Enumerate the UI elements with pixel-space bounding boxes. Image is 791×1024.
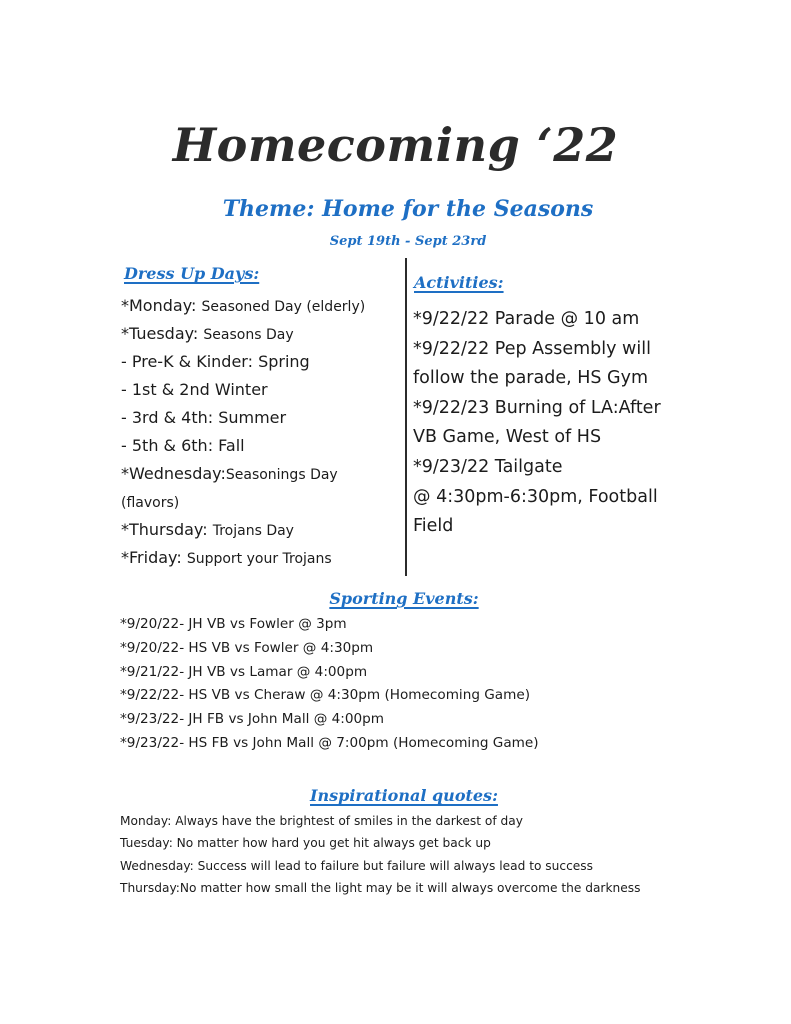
dress-up-day: *Thursday: [121, 520, 213, 539]
activities-list [413, 305, 661, 542]
column-divider [405, 258, 407, 576]
activity-line: Field [413, 516, 454, 537]
dress-up-item-thursday [121, 516, 365, 544]
dress-up-item-1st-2nd [121, 376, 365, 404]
quote-item: Monday: Always have the brightest of smiles in the darkest of day [120, 814, 523, 828]
sporting-events-list [120, 613, 539, 756]
quote-item: Tuesday: No matter how hard you get hit always get back up [120, 836, 491, 851]
dress-up-theme: Seasonings Day [225, 467, 338, 483]
dress-up-item-tuesday [121, 320, 365, 348]
dress-up-day: *Monday: [121, 296, 202, 315]
dress-up-item-wednesday [121, 460, 365, 488]
dress-up-grade: - 5th & 6th: Fall [121, 436, 245, 455]
quotes-list [120, 810, 640, 900]
theme-line: Theme: Home for the Seasons [222, 196, 594, 222]
dress-up-theme: (flavors) [121, 495, 180, 511]
sporting-event-item: *9/20/22- HS VB vs Fowler @ 4:30pm [120, 639, 374, 656]
sporting-event-item: *9/20/22- JH VB vs Fowler @ 3pm [120, 616, 347, 632]
activity-line: *9/22/22 Parade @ 10 am [413, 309, 640, 329]
dress-up-item-wednesday-cont [121, 488, 365, 516]
dress-up-day: *Friday: [121, 548, 187, 567]
dress-up-theme: Seasoned Day (elderly) [201, 299, 366, 315]
activity-line: follow the parade, HS Gym [413, 368, 649, 389]
dress-up-theme: Trojans Day [212, 523, 294, 539]
sporting-event-item: *9/23/22- JH FB vs John Mall @ 4:00pm [120, 711, 385, 728]
dress-up-item-monday [121, 292, 365, 320]
activity-line: VB Game, West of HS [413, 427, 602, 448]
sporting-events-heading: Sporting Events: [329, 589, 479, 608]
activities-heading: Activities: [414, 273, 504, 292]
dress-up-grade: - 1st & 2nd Winter [121, 380, 268, 399]
dress-up-item-prek [121, 348, 365, 376]
dress-up-list [121, 292, 365, 572]
dress-up-day: *Wednesday: [121, 464, 226, 483]
activity-line: @ 4:30pm-6:30pm, Football [413, 486, 658, 507]
page-title: Homecoming ‘22 [172, 118, 619, 172]
quote-item: Wednesday: Success will lead to failure but failure will always lead to success [120, 858, 593, 873]
sporting-event-item: *9/21/22- JH VB vs Lamar @ 4:00pm [120, 663, 368, 680]
dress-up-theme: Seasons Day [203, 327, 294, 343]
quote-item: Thursday:No matter how small the light may be it will always overcome the darkness [120, 881, 641, 896]
sporting-event-item: *9/22/22- HS VB vs Cheraw @ 4:30pm (Homecoming Game) [120, 687, 531, 704]
dress-up-item-friday [121, 544, 365, 572]
dress-up-day: *Tuesday: [121, 324, 204, 343]
sporting-event-item: *9/23/22- HS FB vs John Mall @ 7:00pm (Homecoming Game) [120, 734, 539, 751]
dress-up-grade: - Pre-K & Kinder: Spring [121, 352, 310, 371]
activity-line: *9/22/22 Pep Assembly will [413, 338, 651, 359]
dress-up-heading: Dress Up Days: [124, 264, 260, 283]
dress-up-grade: - 3rd & 4th: Summer [121, 408, 287, 427]
activity-line: *9/23/22 Tailgate [413, 456, 563, 477]
date-range: Sept 19th - Sept 23rd [329, 234, 487, 249]
quotes-heading: Inspirational quotes: [310, 786, 498, 805]
dress-up-item-3rd-4th [121, 404, 365, 432]
dress-up-item-5th-6th [121, 432, 365, 460]
activity-line: *9/22/23 Burning of LA:After [413, 397, 661, 418]
dress-up-theme: Support your Trojans [186, 551, 332, 567]
